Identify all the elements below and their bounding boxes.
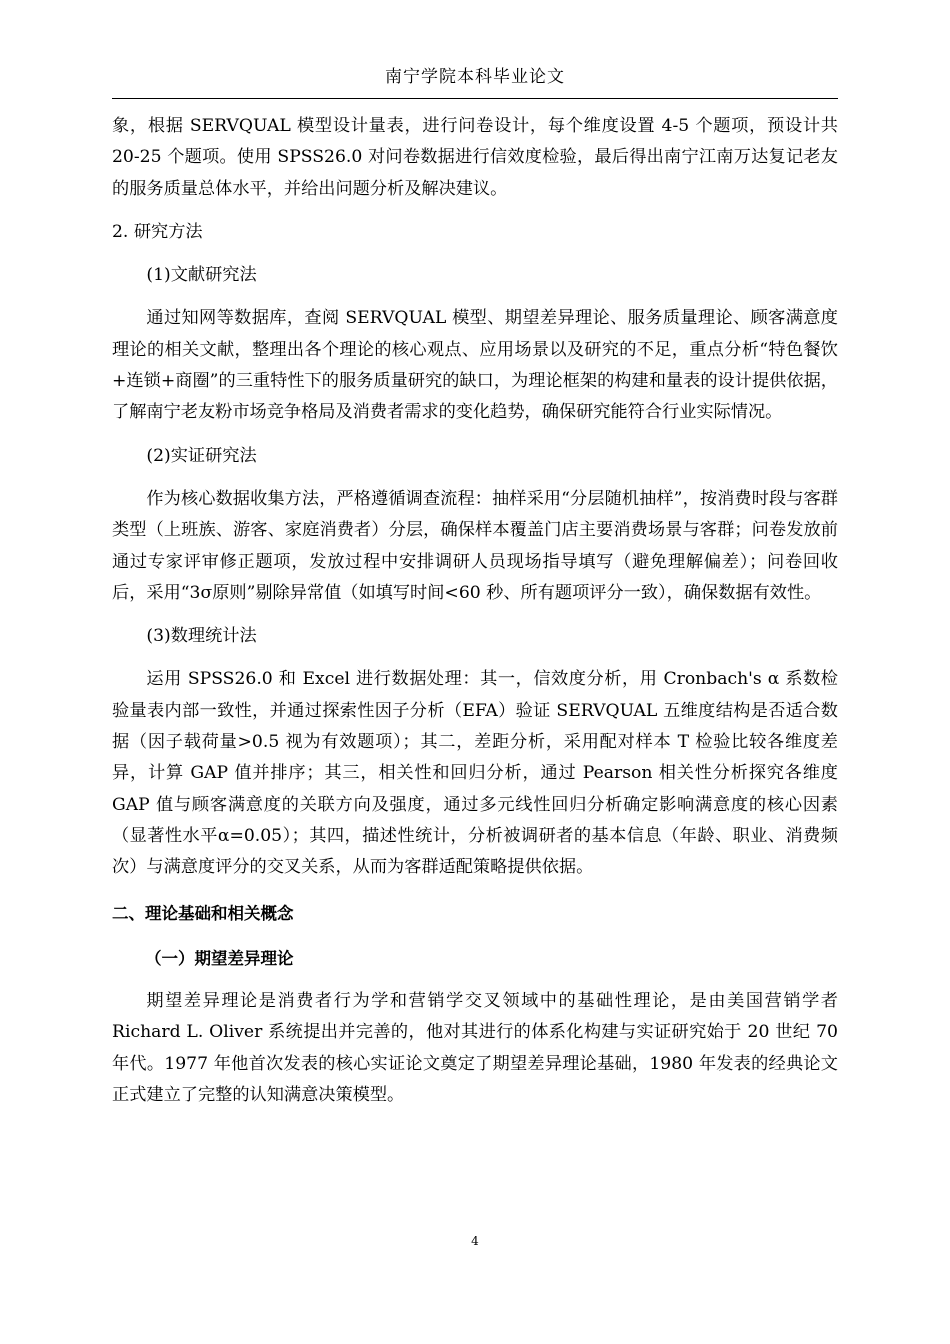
chapter2-heading: 二、理论基础和相关概念 [112,903,294,923]
method3-heading: (3)数理统计法 [146,626,257,647]
page-header [112,62,838,99]
method2-heading: (2)实证研究法 [146,445,257,466]
method1-heading: (1)文献研究法 [146,265,257,286]
section1-paragraph: 期望差异理论是消费者行为学和营销学交叉领域中的基础性理论，是由美国营销学者 Richard L. Oliver 系统提出并完善的，他对其进行的体系化构建与实证研究始于 20 世纪 70 年代。1977 年他首次发表的核心实证论文奠定了期望差异理论基础，1980 年发表的经典论文正式建立了完整的认知满意决策模型。 [112,991,838,1106]
header-title: 南宁学院本科毕业论文 [385,67,565,87]
page-number: 4 [471,1234,479,1248]
method3-paragraph: 运用 SPSS26.0 和 Excel 进行数据处理：其一，信效度分析，用 Cronbach's α 系数检验量表内部一致性，并通过探索性因子分析（EFA）验证 SERVQUAL 五维度结构是否适合数据（因子载荷量>0.5 视为有效题项）；其二，差距分析，采用配对样本 T 检验比较各维度差异，计算 GAP 值并排序；其三，相关性和回归分析，通过 Pearson 相关性分析探究各维度 GAP 值与顾客满意度的关联方向及强度，通过多元线性回归分析确定影响满意度的核心因素（显著性水平α=0.05）；其四，描述性统计，分析被调研者的基本信息（年龄、职业、消费频次）与满意度评分的交叉关系，从而为客群适配策略提供依据。 [112,669,838,878]
method1-paragraph: 通过知网等数据库，查阅 SERVQUAL 模型、期望差异理论、服务质量理论、顾客满意度理论的相关文献，整理出各个理论的核心观点、应用场景以及研究的不足，重点分析“特色餐饮+连锁+商圈”的三重特性下的服务质量研究的缺口，为理论框架的构建和量表的设计提供依据，了解南宁老友粉市场竞争格局及消费者需求的变化趋势，确保研究能符合行业实际情况。 [112,308,838,423]
method2-paragraph: 作为核心数据收集方法，严格遵循调查流程：抽样采用“分层随机抽样”，按消费时段与客群类型（上班族、游客、家庭消费者）分层，确保样本覆盖门店主要消费场景与客群；问卷发放前通过专家评审修正题项，发放过程中安排调研人员现场指导填写（避免理解偏差）；问卷回收后，采用“3σ原则”剔除异常值（如填写时间<60 秒、所有题项评分一致），确保数据有效性。 [112,488,838,603]
document-body [112,111,838,1111]
methods-heading: 2. 研究方法 [112,221,203,242]
intro-continuation-paragraph: 象，根据 SERVQUAL 模型设计量表，进行问卷设计，每个维度设置 4-5 个题项，预设计共 20-25 个题项。使用 SPSS26.0 对问卷数据进行信效度检验，最后得出南宁江南万达复记老友的服务质量总体水平，并给出问题分析及解决建议。 [112,116,838,199]
section1-heading: （一）期望差异理论 [145,948,294,968]
